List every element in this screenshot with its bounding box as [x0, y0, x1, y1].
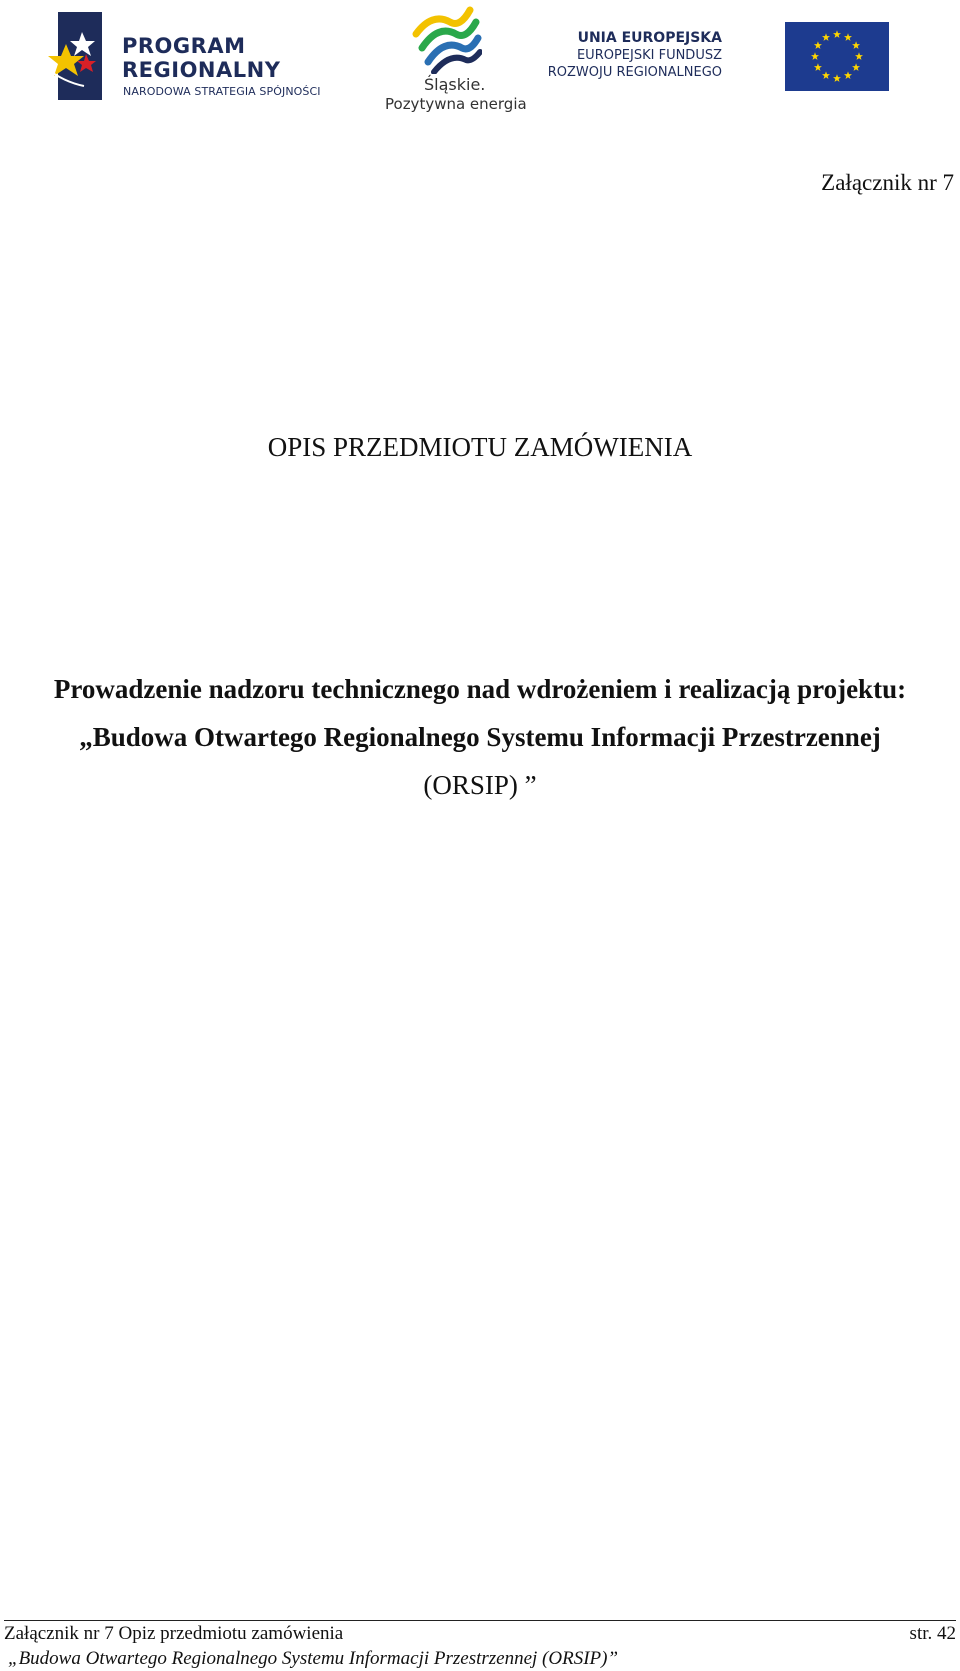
- subject-block: [0, 665, 960, 809]
- slaskie-logo: [380, 4, 530, 114]
- page-number: str. 42: [909, 1623, 956, 1644]
- eu-line2: EUROPEJSKI FUNDUSZ: [576, 48, 722, 63]
- page-title: OPIS PRZEDMIOTU ZAMÓWIENIA: [267, 432, 693, 462]
- program-line3: NARODOWA STRATEGIA SPÓJNOŚCI: [123, 85, 321, 98]
- footer-left-text: Załącznik nr 7 Opiz przedmiotu zamówienia: [4, 1623, 344, 1644]
- subject-line: Prowadzenie nadzoru technicznego nad wdrożeniem i realizacją projektu:: [53, 674, 907, 704]
- eu-text-block: [548, 30, 722, 81]
- footer-project-name: „Budowa Otwartego Regionalnego Systemu Informacji Przestrzennej (ORSIP)”: [8, 1648, 619, 1669]
- wave-stripes-icon: [412, 4, 482, 74]
- slaskie-tagline: Pozytywna energia: [385, 95, 527, 113]
- project-acronym-line: (ORSIP) ”: [423, 770, 537, 800]
- eu-line3: ROZWOJU REGIONALNEGO: [547, 65, 722, 80]
- eu-line1: UNIA EUROPEJSKA: [577, 30, 722, 46]
- page-header: [0, 0, 960, 120]
- slaskie-name: Śląskie.: [424, 75, 486, 94]
- eu-flag-icon: [785, 22, 889, 91]
- page-footer: [4, 1620, 956, 1670]
- attachment-label: Załącznik nr 7: [821, 170, 954, 195]
- program-line1: PROGRAM: [122, 34, 246, 58]
- program-regionalny-logo: [44, 12, 334, 102]
- program-line2: REGIONALNY: [122, 58, 281, 82]
- project-name-line: „Budowa Otwartego Regionalnego Systemu Informacji Przestrzennej: [79, 722, 881, 752]
- footer-row: [4, 1623, 956, 1645]
- stars-emblem-icon: [44, 12, 104, 100]
- footer-divider: [4, 1620, 956, 1621]
